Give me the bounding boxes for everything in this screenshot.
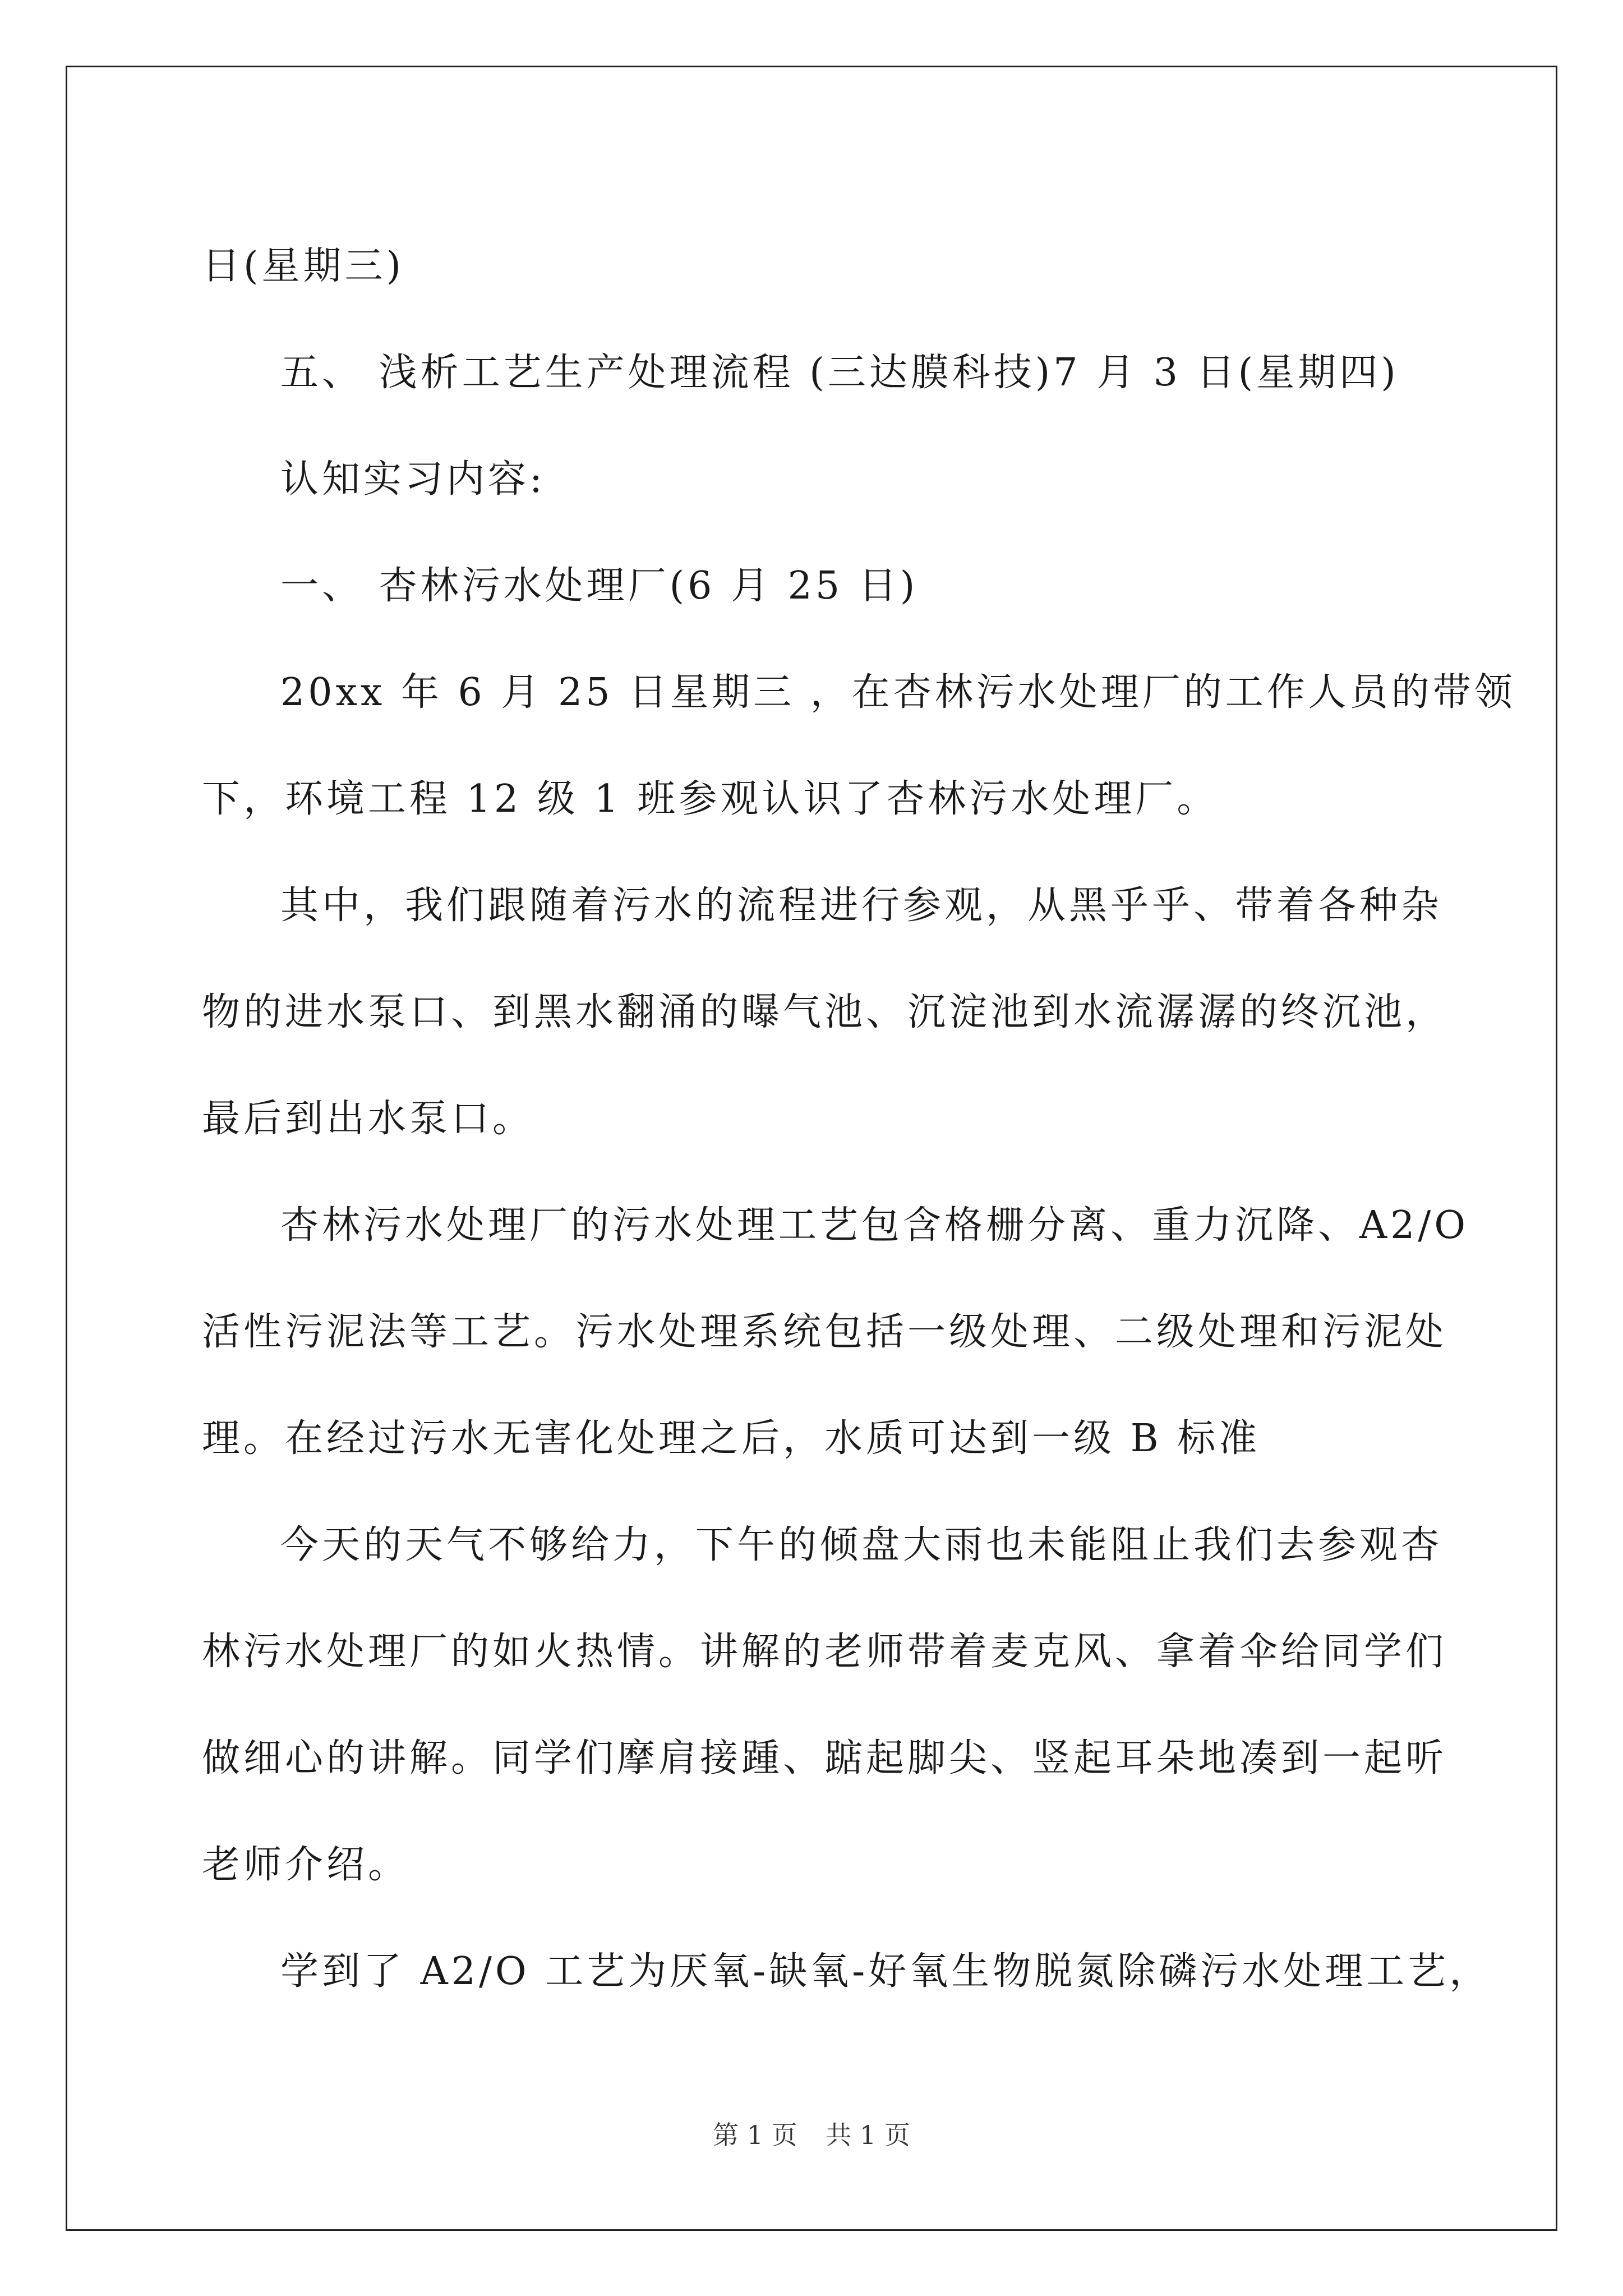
page-number: 第 1 页 (713, 2120, 797, 2150)
paragraph-line: 最后到出水泵口。 (202, 1097, 534, 1141)
paragraph-line: 物的进水泵口、到黑水翻涌的曝气池、沉淀池到水流潺潺的终沉池， (202, 990, 1447, 1034)
section-heading: 五、 浅析工艺生产处理流程 (三达膜科技)7 月 3 日(星期四) (280, 351, 1399, 395)
section-heading: 认知实习内容: (280, 457, 546, 501)
document-body (202, 213, 1516, 2025)
paragraph-line: 林污水处理厂的如火热情。讲解的老师带着麦克风、拿着伞给同学们 (202, 1630, 1447, 1674)
paragraph-line: 活性污泥法等工艺。污水处理系统包括一级处理、二级处理和污泥处 (202, 1310, 1447, 1354)
paragraph-line: 杏林污水处理厂的污水处理工艺包含格栅分离、重力沉降、A2/O (280, 1203, 1469, 1248)
page-total: 共 1 页 (826, 2120, 910, 2150)
paragraph-line: 今天的天气不够给力，下午的倾盘大雨也未能阻止我们去参观杏 (280, 1523, 1443, 1567)
paragraph-line: 做细心的讲解。同学们摩肩接踵、踮起脚尖、竖起耳朵地凑到一起听 (202, 1736, 1447, 1780)
paragraph-line: 理。在经过污水无害化处理之后，水质可达到一级 B 标准 (202, 1416, 1261, 1461)
section-heading: 一、 杏林污水处理厂(6 月 25 日) (280, 564, 919, 608)
page-footer (0, 2115, 1623, 2152)
paragraph-line: 下，环境工程 12 级 1 班参观认识了杏林污水处理厂。 (202, 777, 1219, 821)
paragraph-line: 学到了 A2/O 工艺为厌氧-缺氧-好氧生物脱氮除磷污水处理工艺， (280, 1949, 1491, 1994)
text-line: 日(星期三) (202, 244, 405, 288)
paragraph-line: 老师介绍。 (202, 1843, 410, 1887)
paragraph-line: 20xx 年 6 月 25 日星期三 ，在杏林污水处理厂的工作人员的带领 (280, 670, 1516, 715)
paragraph-line: 其中，我们跟随着污水的流程进行参观，从黑乎乎、带着各种杂 (280, 884, 1443, 928)
